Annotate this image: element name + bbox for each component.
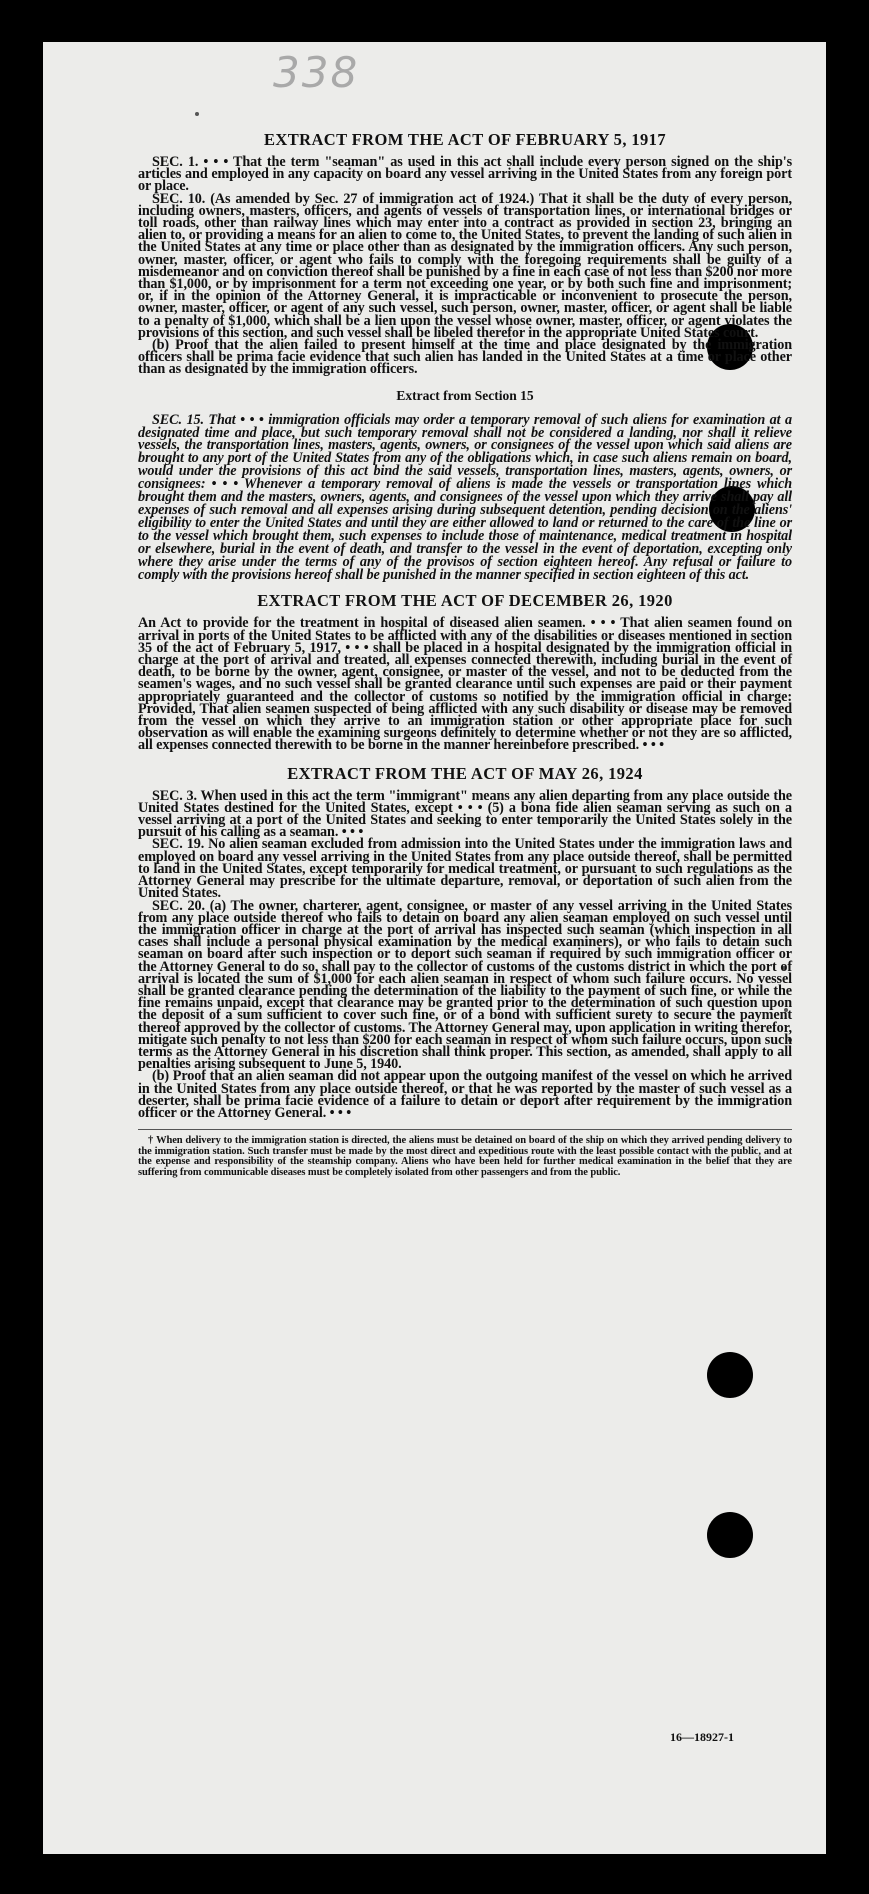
document-page <box>43 42 826 1854</box>
section-3-paragraph: SEC. 3. When used in this act the term "immigrant" means any alien departing from any place outside the United States destined for the United States, except • • • (5) a bona fide alien seaman serving as such on a vessel arriving at a port of the United States and seeking to enter temporarily the United States solely in the pursuit of his calling as a seaman. • • • <box>138 787 792 841</box>
handwritten-annotation: 338 <box>273 48 360 97</box>
section-19-paragraph: SEC. 19. No alien seaman excluded from admission into the United States under the immigration laws and employed on board any vessel arriving in the United States from any place outside thereof, shall be permitted to land in the United States, except temporarily for medical treatment, or pursuant to such regulations as the Attorney General may prescribe for the ultimate departure, removal, or deportation of such alien from the United States. <box>138 836 792 902</box>
footnote <box>138 1129 792 1178</box>
document-body <box>138 130 792 1179</box>
section-1-paragraph: SEC. 1. • • • That the term "seaman" as used in this act shall include every person signed on the ship's articles and employed in any capacity on board any vessel arriving in the United States from any foreign port or place. <box>138 154 792 195</box>
section-20a-paragraph: SEC. 20. (a) The owner, charterer, agent, consignee, or master of any vessel arriving in the United States from any place outside thereof who fails to detain on board any alien seaman employed on such vessel until the immigration officer in charge at the port of arrival has inspected such seaman (which inspection in all cases shall include a personal physical examination by the medical examiners), or who fails to detain such seaman on board after such inspection or to deport such seaman if required by such immigration officer or the Attorney General to do so, shall pay to the collector of customs of the customs district in which the port of arrival is located the sum of $1,000 for each alien seaman in respect of whom such failure occurs. No vessel shall be granted clearance pending the determination of the liability to the payment of such fine, or while the fine remains unpaid, except that clearance may be granted prior to the determination of such question upon the deposit of a sum sufficient to cover such fine, or of a bond with sufficient surety to secure the payment thereof approved by the collector of customs. The Attorney General may, upon application in writing therefor, mitigate such penalty to not less than $200 for each seaman in respect of whom such failure occurs, upon such terms as the Attorney General in his discretion shall think proper. This section, as amended, shall apply to all penalties arising subsequent to June 5, 1940. <box>138 897 792 1073</box>
punch-hole <box>707 1352 753 1398</box>
heading-act-1924: EXTRACT FROM THE ACT OF MAY 26, 1924 <box>287 763 643 783</box>
section-15-paragraph: SEC. 15. That • • • immigration officials may order a temporary removal of such aliens for examination at a designated time and place, but such temporary removal shall not be considered a landing, nor shall it relieve vessels, the transportation lines, masters, agents, owners, or consignees of the vessel upon which said aliens are brought to any port of the United States from any of the obligations which, in case such aliens remain on board, would under the provisions of this act bind the said vessels, transportation lines, masters, agents, owners, or consignees: • • • Whenever a temporary removal of aliens is made the vessels or transportation lines which brought them and the masters, owners, agents, and consignees of the vessel upon which they arrive shall pay all expenses of such removal and all expenses arising during subsequent detention, pending decision on the aliens' eligibility to enter the United States and until they are either allowed to land or returned to the care of the line or to the vessel which brought them, such expenses to include those of maintenance, medical treatment in hospital or elsewhere, burial in the event of death, and transfer to the vessel in the event of deportation, excepting only where they arise under the terms of any of the provisos of section eighteen hereof. Any refusal or failure to comply with the provisions hereof shall be punished in the manner specified in section eighteen of this act. <box>138 411 792 583</box>
heading-act-1917: EXTRACT FROM THE ACT OF FEBRUARY 5, 1917 <box>264 130 666 149</box>
section-20b-paragraph: (b) Proof that an alien seaman did not appear upon the outgoing manifest of the vessel on which he arrived in the United States from any place outside thereof, or that he was reported by the master of such vessel as a deserter, shall be prima facie evidence of a failure to detain or deport after requirement by the immigration officer or the Attorney General. • • • <box>138 1068 792 1121</box>
heading-section-15: Extract from Section 15 <box>396 387 534 403</box>
punch-hole <box>707 1512 753 1558</box>
footnote-text: † When delivery to the immigration station is directed, the aliens must be detained on board of the ship on which they arrived pending delivery to the immigration station. Such transfer must be made by the most direct and expeditious route with the least possible contact with the public, and at the expense and responsibility of the steamship company. Aliens who have been held for further medical examination in the belief that they are suffering from communicable diseases must be completely isolated from other passengers and from the public. <box>138 1135 792 1178</box>
act-1920-paragraph: An Act to provide for the treatment in hospital of diseased alien seamen. • • • That alien seamen found on arrival in ports of the United States to be afflicted with any of the disabilities or diseases mentioned in section 35 of the act of February 5, 1917, • • • shall be placed in a hospital designated by the immigration official in charge at the port of arrival and treated, all expenses connected therewith, including burial in the event of death, to be borne by the owner, agent, consignee, or master of the vessel, and not to be deducted from the seamen's wages, and no such vessel shall be granted clearance until such expenses are paid or their payment appropriately guaranteed and the collector of customs so notified by the immigration official in charge: Provided, That alien seamen suspected of being afflicted with any such disability or disease may be removed from the vessel on which they arrive to an immigration station or other appropriate place for such observation as will enable the examining surgeons definitely to determine whether or not they are so afflicted, all expenses connected therewith to be borne in the manner hereinbefore prescribed. • • • <box>138 615 792 754</box>
form-number: 16—18927-1 <box>670 1730 734 1744</box>
section-10-paragraph: SEC. 10. (As amended by Sec. 27 of immigration act of 1924.) That it shall be the duty of every person, including owners, masters, officers, and agents of vessels of transportation lines, or international bridges or toll roads, other than railway lines which may enter into a contract as provided in section 23, bringing an alien to, or providing a means for an alien to come to, the United States, to prevent the landing of such alien in the United States at any time or place other than as designated by the immigration officers. Any such person, owner, master, officer, or agent who fails to comply with the foregoing requirements shall be guilty of a misdemeanor and on conviction thereof shall be punished by a fine in each case of not less than $200 nor more than $1,000, or by imprisonment for a term not exceeding one year, or by both such fine and imprisonment; or, if in the opinion of the Attorney General, it is impracticable or inconvenient to prosecute the person, owner, master, officer, or agent of any such vessel, such person, owner, master, officer, or agent shall be liable to a penalty of $1,000, which shall be a lien upon the vessel whose owner, master, officer, or agent violates the provisions of this section, and such vessel shall be libeled therefor in the appropriate United States court. <box>138 190 792 341</box>
speck <box>195 112 199 116</box>
heading-act-1920: EXTRACT FROM THE ACT OF DECEMBER 26, 1920 <box>257 591 673 611</box>
section-10b-paragraph: (b) Proof that the alien failed to present himself at the time and place designated by the immigration officers shall be prima facie evidence that such alien has landed in the United States at a time or place other than as designated by the immigration officers. <box>138 337 792 378</box>
